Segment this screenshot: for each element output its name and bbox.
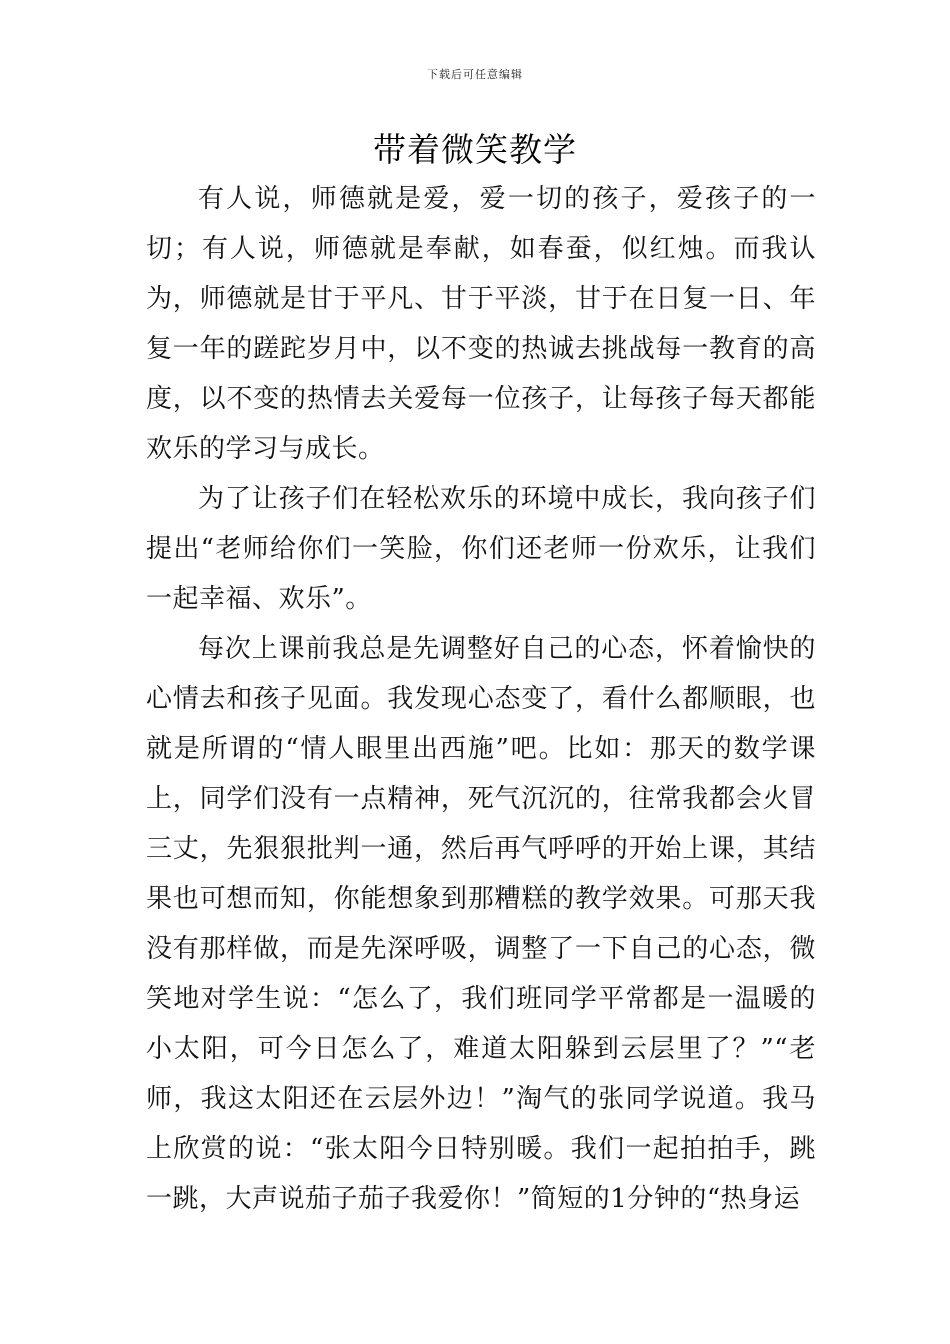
document-title: 带着微笑教学 bbox=[373, 130, 577, 169]
paragraph-2: 为了让孩子们在轻松欢乐的环境中成长，我向孩子们提出“老师给你们一笑脸，你们还老师一份欢乐，让我们一起幸福、欢乐”。 bbox=[146, 484, 816, 614]
document-body bbox=[146, 174, 816, 1224]
paragraph-1: 有人说，师德就是爱，爱一切的孩子，爱孩子的一切；有人说，师德就是奉献，如春蚕，似红烛。而我认为，师德就是甘于平凡、甘于平淡，甘于在日复一日、年复一年的蹉跎岁月中，以不变的热诚去挑战每一教育的高度，以不变的热情去关爱每一位孩子，让每孩子每天都能欢乐的学习与成长。 bbox=[146, 184, 816, 464]
paragraph-3: 每次上课前我总是先调整好自己的心态，怀着愉快的心情去和孩子见面。我发现心态变了，看什么都顺眼，也就是所谓的“情人眼里出西施”吧。比如：那天的数学课上，同学们没有一点精神，死气沉沉的，往常我都会火冒三丈，先狠狠批判一通，然后再气呼呼的开始上课，其结果也可想而知，你能想象到那糟糕的教学效果。可那天我没有那样做，而是先深呼吸，调整了一下自己的心态，微笑地对学生说：“怎么了，我们班同学平常都是一温暖的小太阳，可今日怎么了，难道太阳躲到云层里了？”“老师，我这太阳还在云层外边！”淘气的张同学说道。我马上欣赏的说：“张太阳今日特别暖。我们一起拍拍手，跳一跳，大声说茄子茄子我爱你！”简短的1分钟的“热身运 bbox=[146, 634, 816, 1214]
page-header: 下载后可任意编辑 bbox=[427, 68, 523, 81]
